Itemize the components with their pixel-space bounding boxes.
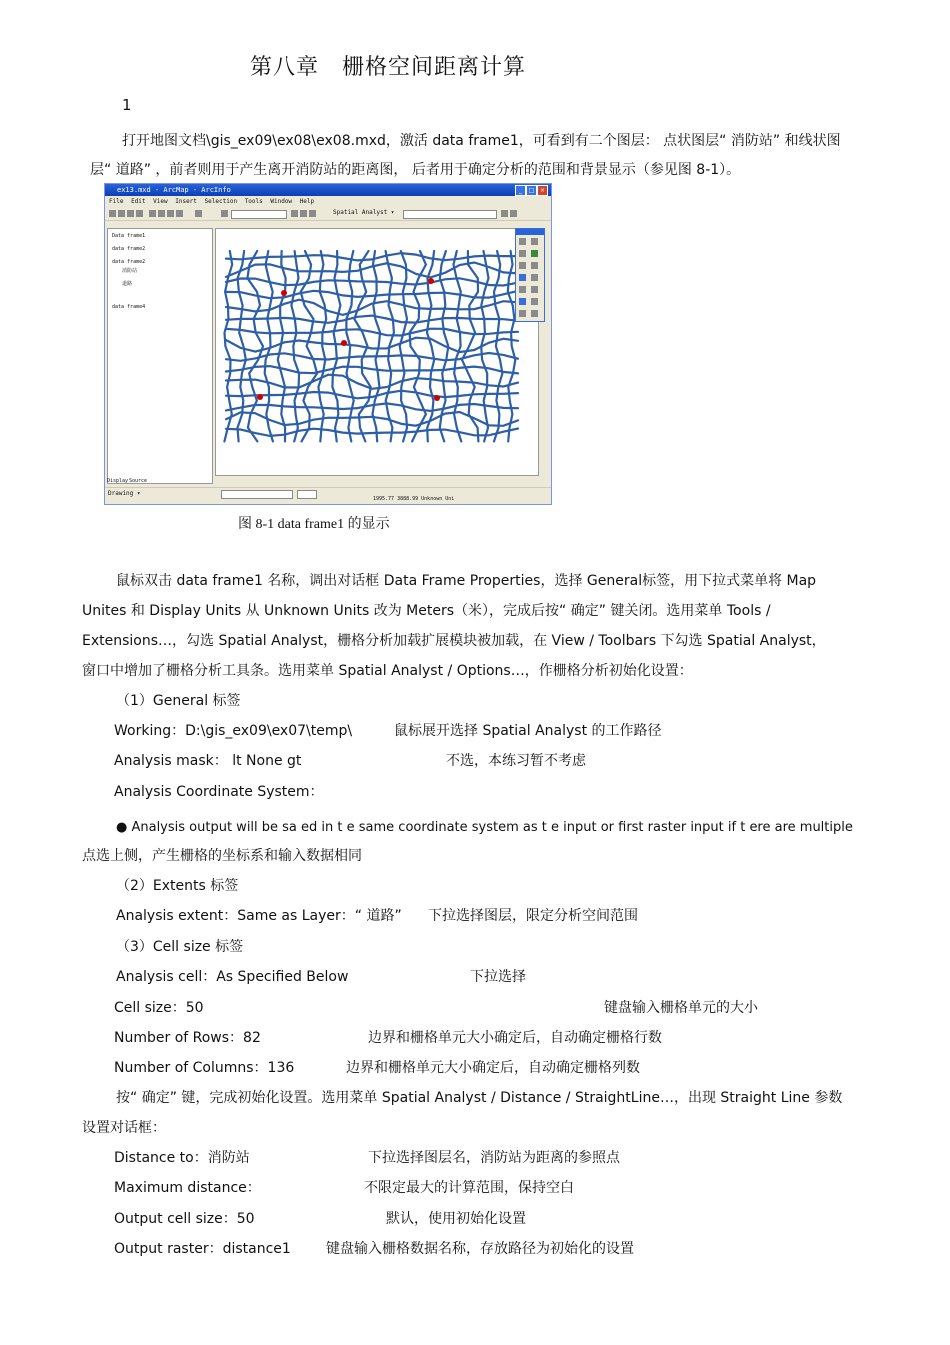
toc-layer-roads: 道路 [122, 281, 133, 287]
working-note: 鼠标展开选择 Spatial Analyst 的工作路径 [394, 723, 662, 739]
menu-view: View [153, 198, 168, 205]
output-raster-label: Output raster：distance1 [114, 1241, 291, 1257]
standard-toolbar [105, 208, 551, 221]
window-titlebar [105, 184, 551, 196]
output-cellsize-note: 默认，使用初始化设置 [386, 1211, 526, 1227]
extents-heading: （2）Extents 标签 [116, 878, 239, 894]
cols-label: Number of Columns：136 [114, 1060, 295, 1076]
road-line [226, 353, 518, 361]
menu-selection: Selection [204, 198, 238, 205]
road-line [226, 316, 518, 323]
status-coordinates: 1995.77 3888.99 Unknown Uni [373, 496, 455, 502]
para3-line2: 设置对话框： [82, 1120, 166, 1136]
road-line [226, 403, 518, 411]
road-line [373, 251, 381, 441]
menu-bar [105, 196, 551, 207]
cellsize-note: 键盘输入栅格单元的大小 [604, 1000, 758, 1016]
table-of-contents [107, 228, 213, 484]
road-line [224, 251, 232, 441]
output-raster-note: 键盘输入栅格数据名称，存放路径为初始化的设置 [326, 1241, 634, 1257]
road-line [400, 251, 407, 441]
coord-label: Analysis Coordinate System： [114, 784, 324, 800]
cell-label: Analysis cell：As Specified Below [116, 969, 349, 985]
distance-to-label: Distance to：消防站 [114, 1150, 250, 1166]
cell-note: 下拉选择 [470, 969, 526, 985]
para2-line4: 窗口中增加了栅格分析工具条。选用菜单 Spatial Analyst / Options…，作栅格分析初始化设置： [82, 663, 693, 679]
fire-station-point [281, 290, 287, 296]
rows-note: 边界和栅格单元大小确定后，自动确定栅格行数 [368, 1030, 662, 1046]
drawing-toolbar [105, 478, 551, 502]
para1-line2: 层“ 道路” ，前者则用于产生离开消防站的距离图， 后者用于确定分析的范围和背景显示（参见图 8-1）。 [90, 162, 741, 178]
para3-line1: 按“ 确定” 键，完成初始化设置。选用菜单 Spatial Analyst / Distance / StraightLine…，出现 Straight Line 参数 [116, 1090, 843, 1106]
close-icon: × [537, 185, 548, 196]
maximize-icon: □ [526, 185, 537, 196]
map-view [215, 228, 539, 476]
toc-item: Data frame1 [112, 233, 146, 239]
menu-tools: Tools [244, 198, 263, 205]
extent-label: Analysis extent：Same as Layer：“ 道路” [116, 908, 402, 924]
window-title: ex13.mxd - ArcMap - ArcInfo [117, 186, 231, 194]
rows-label: Number of Rows：82 [114, 1030, 261, 1046]
road-line [226, 366, 518, 373]
para2-line3: Extensions…，勾选 Spatial Analyst，栅格分析加载扩展模块被加载，在 View / Toolbars 下勾选 Spatial Analyst， [82, 633, 826, 649]
spatial-analyst-toolbar-label: Spatial Analyst ▾ [333, 209, 395, 216]
mask-label: Analysis mask： lt None gt [114, 753, 302, 769]
minimize-icon: _ [515, 185, 526, 196]
para2-line2: Unites 和 Display Units 从 Unknown Units 改为 Meters（米），完成后按“ 确定” 键关闭。选用菜单 Tools / [82, 603, 771, 619]
road-line [226, 253, 518, 260]
toc-item: data frame2 [112, 259, 146, 265]
general-heading: （1）General 标签 [116, 693, 241, 709]
fire-station-point [341, 340, 347, 346]
menu-window: Window [270, 198, 293, 205]
cellsize-heading: （3）Cell size 标签 [116, 939, 244, 955]
bullet-continuation: 点选上侧，产生栅格的坐标系和输入数据相同 [82, 848, 362, 864]
toc-item: data frame2 [112, 246, 146, 252]
cols-note: 边界和栅格单元大小确定后，自动确定栅格列数 [346, 1060, 640, 1076]
menu-edit: Edit [131, 198, 146, 205]
fire-station-point [434, 395, 440, 401]
fire-station-point [428, 278, 434, 284]
tab-source: Source [129, 478, 148, 484]
step-number: 1 [122, 96, 132, 114]
fire-station-point [257, 394, 263, 400]
bullet-line: ● Analysis output will be sa ed in t e same coordinate system as t e input or first raster input if t ere are multiple [116, 820, 853, 835]
menu-insert: Insert [175, 198, 197, 205]
road-line [278, 251, 286, 441]
road-line [494, 251, 502, 441]
distance-to-note: 下拉选择图层名，消防站为距离的参照点 [368, 1150, 620, 1166]
mask-note: 不选，本练习暂不考虑 [446, 753, 586, 769]
drawing-menu: Drawing ▾ [108, 490, 141, 497]
menu-file: File [109, 198, 124, 205]
extent-note: 下拉选择图层，限定分析空间范围 [428, 908, 638, 924]
toc-item: data frame4 [112, 304, 146, 310]
tab-display: Display [107, 478, 129, 484]
road-line [301, 251, 317, 441]
output-cellsize-label: Output cell size：50 [114, 1211, 255, 1227]
para1-line1: 打开地图文档\gis_ex09\ex08\ex08.mxd，激活 data frame1，可看到有二个图层： 点状图层“ 消防站” 和线状图 [122, 133, 841, 149]
page-title: 第八章 栅格空间距离计算 [250, 55, 527, 80]
working-label: Working：D:\gis_ex09\ex07\temp\ [114, 723, 353, 739]
figure-caption: 图 8-1 data frame1 的显示 [238, 517, 390, 532]
max-distance-note: 不限定最大的计算范围，保持空白 [364, 1180, 574, 1196]
road-network-map [216, 229, 538, 475]
road-line [481, 251, 488, 441]
para2-line1: 鼠标双击 data frame1 名称，调出对话框 Data Frame Properties，选择 General标签，用下拉式菜单将 Map [116, 573, 817, 589]
toc-layer-firestation: 消防站 [122, 268, 138, 274]
menu-help: Help [299, 198, 315, 205]
tools-toolbar [515, 228, 545, 322]
cellsize-label: Cell size：50 [114, 1000, 204, 1016]
max-distance-label: Maximum distance： [114, 1180, 261, 1196]
arcmap-screenshot [104, 183, 552, 505]
road-line [410, 251, 426, 441]
road-line [291, 251, 299, 441]
